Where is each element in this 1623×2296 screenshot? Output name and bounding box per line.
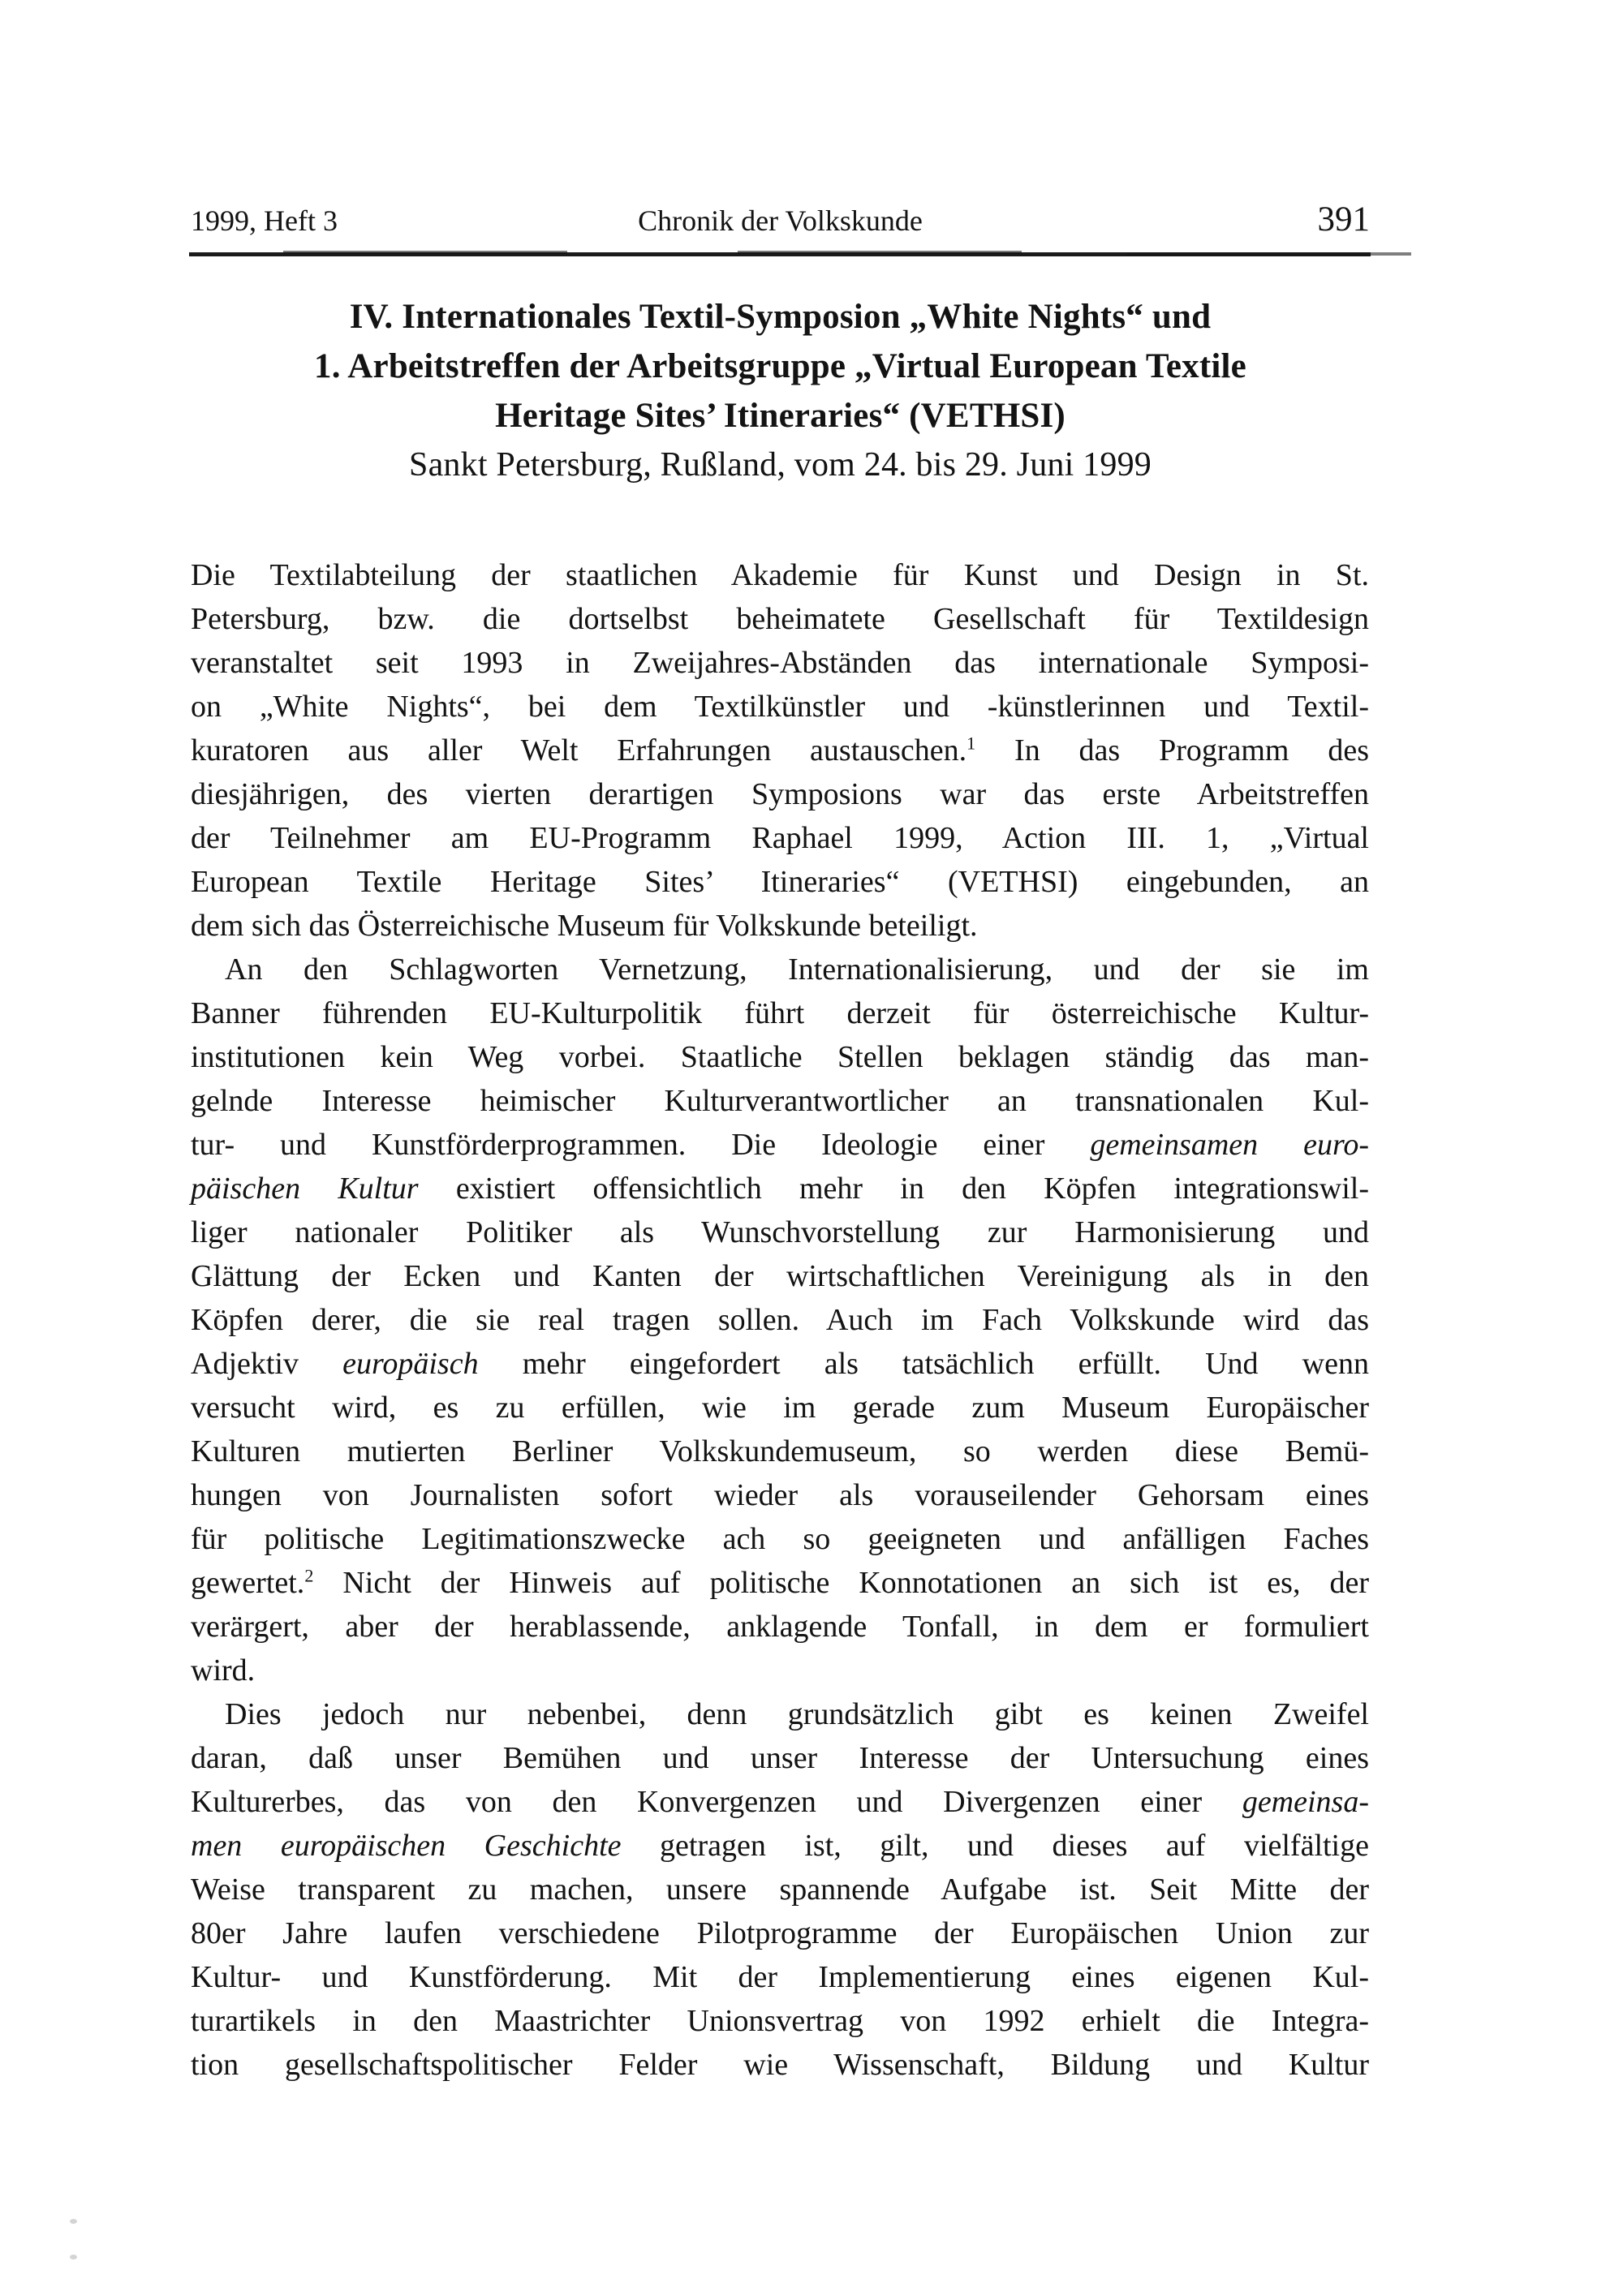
text-segment: Dies jedoch nur nebenbei, denn grundsätzlich gibt es keinen Zweifel: [225, 1697, 1369, 1731]
body-line: [191, 991, 1369, 1035]
text-segment: veranstaltet seit 1993 in Zweijahres-Abständen das internationale Symposi-: [191, 646, 1369, 680]
body-line: [191, 1035, 1369, 1079]
text-segment: Adjektiv: [191, 1347, 343, 1381]
text-segment: getragen ist, gilt, und dieses auf vielfältige: [621, 1829, 1369, 1863]
page-number: 391: [1317, 200, 1370, 239]
italic-segment: europäisch: [342, 1347, 479, 1381]
text-segment: versucht wird, es zu erfüllen, wie im gerade zum Museum Europäischer: [191, 1391, 1369, 1425]
body-line: [191, 729, 1369, 772]
italic-segment: päischen Kultur: [191, 1172, 419, 1206]
body-line: [191, 1386, 1369, 1430]
text-segment: Banner führenden EU-Kulturpolitik führt derzeit für österreichische Kultur-: [191, 996, 1369, 1030]
body-line: [191, 1911, 1369, 1955]
section-title: Chronik der Volkskunde: [638, 204, 923, 237]
text-segment: Nicht der Hinweis auf politische Konnotationen an sich ist es, der: [313, 1566, 1369, 1600]
body-line: [191, 1868, 1369, 1911]
body-line: [191, 1430, 1369, 1473]
text-segment: Kulturerbes, das von den Konvergenzen und Divergenzen einer: [191, 1785, 1242, 1819]
text-segment: Die Textilabteilung der staatlichen Akademie für Kunst und Design in St.: [191, 558, 1369, 592]
title-line: 1. Arbeitstreffen der Arbeitsgruppe „Virtual European Textile: [314, 347, 1246, 385]
text-segment: An den Schlagworten Vernetzung, Internationalisierung, und der sie im: [225, 952, 1369, 987]
body-line: [191, 2043, 1369, 2087]
body-line: [191, 904, 1369, 948]
text-segment: hungen von Journalisten sofort wieder als vorauseilender Gehorsam eines: [191, 1478, 1369, 1512]
text-segment: gelnde Interesse heimischer Kulturverantwortlicher an transnationalen Kul-: [191, 1084, 1369, 1118]
text-segment: für politische Legitimationszwecke ach so geeigneten und anfälligen Faches: [191, 1522, 1369, 1556]
text-segment: Köpfen derer, die sie real tragen sollen. Auch im Fach Volkskunde wird das: [191, 1303, 1369, 1337]
article-body: [191, 553, 1369, 2087]
body-line: [191, 1780, 1369, 1824]
text-segment: dem sich das Österreichische Museum für Volkskunde beteiligt.: [191, 909, 978, 943]
header-rule: [189, 252, 1371, 256]
text-segment: daran, daß unser Bemühen und unser Interesse der Untersuchung eines: [191, 1741, 1369, 1775]
text-segment: wird.: [191, 1653, 256, 1688]
body-line: [191, 641, 1369, 685]
title-line: Heritage Sites’ Itineraries“ (VETHSI): [495, 397, 1065, 435]
body-line: [191, 1955, 1369, 1999]
body-line: [191, 597, 1369, 641]
scan-speck: [70, 2219, 77, 2224]
text-segment: In das Programm des: [975, 733, 1369, 767]
text-segment: Weise transparent zu machen, unsere spannende Aufgabe ist. Seit Mitte der: [191, 1872, 1369, 1907]
body-line: [191, 1649, 1369, 1692]
text-segment: Glättung der Ecken und Kanten der wirtschaftlichen Vereinigung als in den: [191, 1259, 1369, 1293]
body-line: [191, 1254, 1369, 1298]
text-segment: verärgert, aber der herablassende, anklagende Tonfall, in dem er formuliert: [191, 1610, 1369, 1644]
body-line: [191, 1824, 1369, 1868]
text-segment: 80er Jahre laufen verschiedene Pilotprogramme der Europäischen Union zur: [191, 1916, 1369, 1950]
footnote-marker: 1: [966, 733, 976, 754]
body-line: [191, 1123, 1369, 1167]
body-line: [191, 1210, 1369, 1254]
body-line: [191, 1736, 1369, 1780]
body-line: [191, 1298, 1369, 1342]
body-line: [191, 1692, 1369, 1736]
text-segment: tur- und Kunstförderprogrammen. Die Ideologie einer: [191, 1128, 1091, 1162]
body-line: [191, 1079, 1369, 1123]
body-line: [191, 553, 1369, 597]
body-line: [191, 1342, 1369, 1386]
text-segment: liger nationaler Politiker als Wunschvorstellung zur Harmonisierung und: [191, 1215, 1369, 1249]
running-header: [191, 200, 1370, 239]
body-line: [191, 685, 1369, 729]
issue-label: 1999, Heft 3: [191, 204, 338, 237]
body-line: [191, 1999, 1369, 2043]
text-segment: Petersburg, bzw. die dortselbst beheimatete Gesellschaft für Textildesign: [191, 602, 1369, 636]
text-segment: mehr eingefordert als tatsächlich erfüllt. Und wenn: [478, 1347, 1369, 1381]
text-segment: Kulturen mutierten Berliner Volkskundemuseum, so werden diese Bemü-: [191, 1434, 1369, 1468]
scan-speck: [70, 2255, 77, 2259]
footnote-marker: 2: [304, 1565, 314, 1586]
text-segment: kuratoren aus aller Welt Erfahrungen austauschen.: [191, 733, 967, 767]
text-segment: on „White Nights“, bei dem Textilkünstler und -künstlerinnen und Textil-: [191, 690, 1369, 724]
body-line: [191, 948, 1369, 991]
title-subline: Sankt Petersburg, Rußland, vom 24. bis 29. Juni 1999: [409, 446, 1152, 484]
body-line: [191, 1517, 1369, 1561]
text-segment: European Textile Heritage Sites’ Itineraries“ (VETHSI) eingebunden, an: [191, 865, 1369, 899]
italic-segment: men europäischen Geschichte: [191, 1829, 622, 1863]
text-segment: tion gesellschaftspolitischer Felder wie Wissenschaft, Bildung und Kultur: [191, 2048, 1369, 2082]
body-line: [191, 1167, 1369, 1210]
body-line: [191, 1561, 1369, 1605]
text-segment: der Teilnehmer am EU-Programm Raphael 1999, Action III. 1, „Virtual: [191, 821, 1369, 855]
body-line: [191, 860, 1369, 904]
title-line: IV. Internationales Textil-Symposion „White Nights“ und: [349, 298, 1212, 336]
text-segment: gewertet.: [191, 1566, 305, 1600]
text-segment: existiert offensichtlich mehr in den Köpfen integrationswil-: [418, 1172, 1369, 1206]
text-segment: diesjährigen, des vierten derartigen Symposions war das erste Arbeitstreffen: [191, 777, 1369, 811]
italic-segment: gemeinsamen euro-: [1090, 1128, 1369, 1162]
text-segment: turartikels in den Maastrichter Unionsvertrag von 1992 erhielt die Integra-: [191, 2004, 1369, 2038]
body-line: [191, 1473, 1369, 1517]
body-line: [191, 772, 1369, 816]
text-segment: Kultur- und Kunstförderung. Mit der Implementierung eines eigenen Kul-: [191, 1960, 1369, 1994]
text-segment: institutionen kein Weg vorbei. Staatliche Stellen beklagen ständig das man-: [191, 1040, 1369, 1074]
body-line: [191, 1605, 1369, 1649]
italic-segment: gemeinsa-: [1242, 1785, 1369, 1819]
article-title-block: [191, 292, 1370, 490]
body-line: [191, 816, 1369, 860]
